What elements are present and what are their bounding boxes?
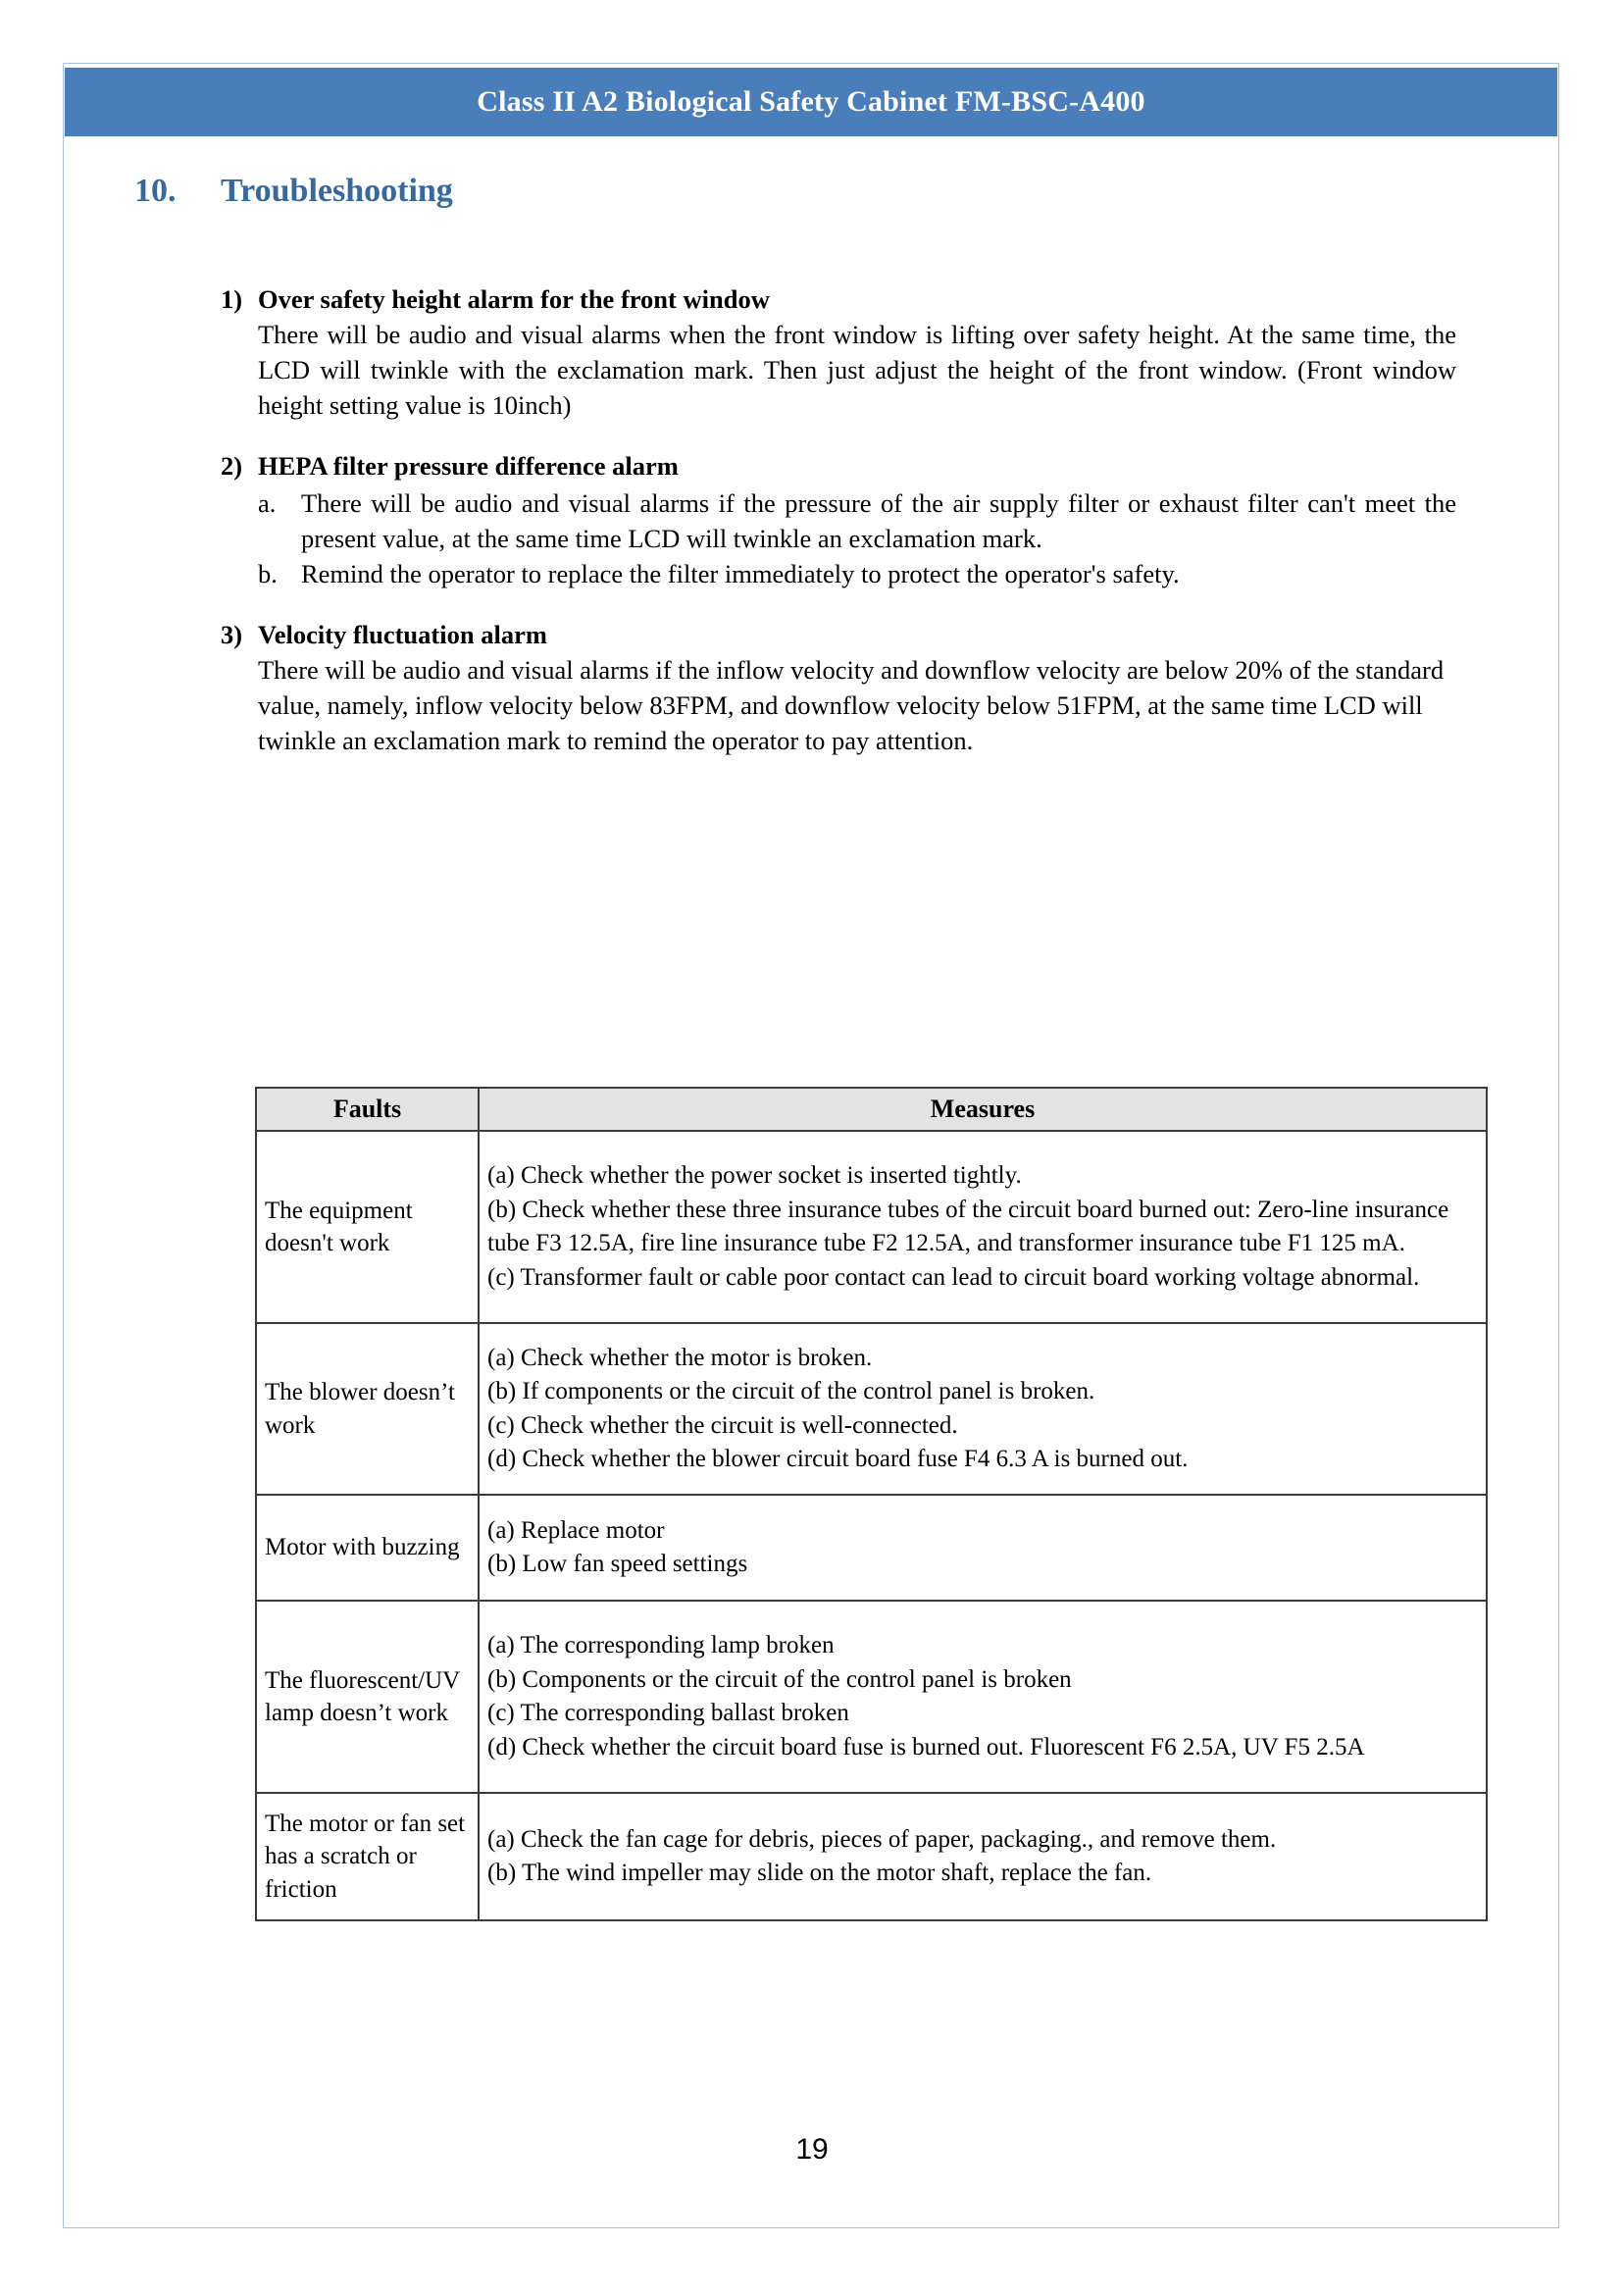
sub-list-item [258,485,1456,556]
measure-line: (d) Check whether the blower circuit board fuse F4 6.3 A is burned out. [487,1446,1189,1472]
fault-cell: Motor with buzzing [256,1495,479,1601]
item-heading [221,448,1456,484]
item-title-text: Over safety height alarm for the front window [258,284,770,314]
measure-line: (b) Check whether these three insurance tubes of the circuit board burned out: Zero-line insurance tube F3 12.5A, fire line insurance tube F2 12.5A, and transformer insurance tube F1 125 mA. [487,1196,1449,1256]
item-heading [221,281,1456,317]
measure-line: (c) The corresponding ballast broken [487,1700,849,1726]
measure-line: (b) If components or the circuit of the control panel is broken. [487,1378,1095,1404]
sub-item-marker: a. [258,488,277,519]
measure-line: (a) The corresponding lamp broken [487,1632,835,1658]
item-title-text: Velocity fluctuation alarm [258,620,547,650]
page-title [134,173,453,210]
list-item [221,281,1456,423]
fault-cell: The blower doesn’t work [256,1323,479,1495]
measure-line: (a) Check whether the motor is broken. [487,1344,873,1371]
list-item [221,448,1456,591]
document-header-band [65,68,1557,136]
measure-line: (b) Low fan speed settings [487,1551,748,1577]
item-marker: 2) [221,451,243,482]
document-title: Class II A2 Biological Safety Cabinet FM-BSC-A400 [477,85,1145,118]
measures-cell [479,1601,1487,1793]
table-row [256,1323,1487,1495]
table-header-faults: Faults [256,1088,479,1131]
sub-item-text: Remind the operator to replace the filter immediately to protect the operator's safety. [301,559,1180,589]
measures-cell [479,1323,1487,1495]
sub-item-text: There will be audio and visual alarms if the pressure of the air supply filter or exhaust filter can't meet the present value, at the same time LCD will twinkle an exclamation mark. [301,488,1456,554]
table-row [256,1131,1487,1323]
table-header-measures: Measures [479,1088,1487,1131]
item-marker: 1) [221,284,243,314]
section-number: 10. [134,172,177,209]
item-body-text: There will be audio and visual alarms if the inflow velocity and downflow velocity are below 20% of the standard value, namely, inflow velocity below 83FPM, and downflow velocity below 51FPM, at the same time LCD will twinkle an exclamation mark to remind the operator to pay attention. [258,655,1445,756]
table-row [256,1601,1487,1793]
measure-line: (b) The wind impeller may slide on the motor shaft, replace the fan. [487,1860,1152,1886]
measure-line: (b) Components or the circuit of the control panel is broken [487,1665,1072,1693]
measures-cell [479,1793,1487,1920]
measures-cell [479,1495,1487,1601]
sub-list-item [258,556,1456,591]
measures-cell [479,1131,1487,1323]
section-title: Troubleshooting [221,172,453,209]
item-marker: 3) [221,620,243,650]
measure-line: (c) Transformer fault or cable poor contact can lead to circuit board working voltage abnormal. [487,1263,1420,1291]
page-number: 19 [795,2133,829,2166]
fault-cell: The fluorescent/UV lamp doesn’t work [256,1601,479,1793]
list-item [221,617,1456,758]
sub-item-marker: b. [258,559,278,589]
item-title-text: HEPA filter pressure difference alarm [258,451,679,482]
table-row [256,1495,1487,1601]
fault-cell: The motor or fan set has a scratch or friction [256,1793,479,1920]
item-body-text: There will be audio and visual alarms when the front window is lifting over safety height. At the same time, the LCD will twinkle with the exclamation mark. Then just adjust the height of the front window. (Front window height setting value is 10inch) [258,320,1456,421]
measure-line: (a) Check whether the power socket is inserted tightly. [487,1162,1022,1189]
measure-line: (a) Replace motor [487,1516,665,1544]
page-frame [63,63,1559,2228]
fault-cell: The equipment doesn't work [256,1131,479,1323]
measure-line: (a) Check the fan cage for debris, pieces of paper, packaging., and remove them. [487,1825,1277,1853]
measure-line: (c) Check whether the circuit is well-connected. [487,1411,958,1439]
table-header-row [256,1088,1487,1131]
sub-list [258,485,1456,591]
table-row [256,1793,1487,1920]
troubleshooting-list [221,281,1456,784]
page-content [64,64,1558,2166]
item-heading [221,617,1456,652]
troubleshooting-table [255,1087,1488,1921]
measure-line: (d) Check whether the circuit board fuse is burned out. Fluorescent F6 2.5A, UV F5 2.5A [487,1733,1365,1760]
